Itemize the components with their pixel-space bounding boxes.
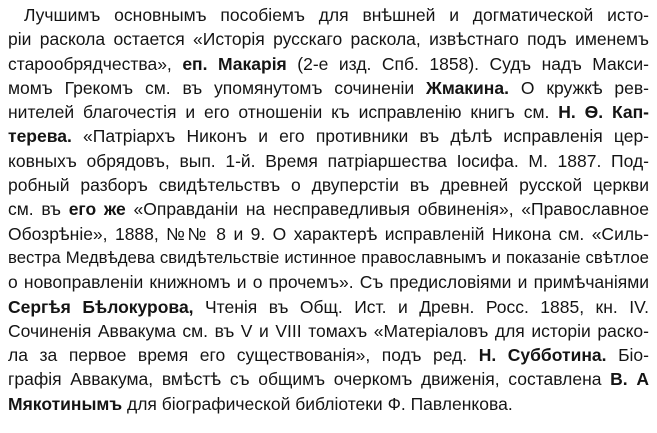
text-run: старообрядчества», xyxy=(8,53,183,74)
bold-reference-text: В. А xyxy=(610,369,649,390)
text-line xyxy=(8,52,649,76)
text-run: О кружкѣ рев- xyxy=(508,77,649,98)
text-run: нителей благочестія и его отношеніи къ исправленію книгъ см. xyxy=(8,102,559,123)
text-run: ковныхъ обрядовъ, вып. 1-й. Время патріаршества Іосифа. М. 1887. Под- xyxy=(8,150,649,171)
text-line xyxy=(8,295,649,319)
text-run: о новоправленіи книжномъ и о прочемъ». Съ предисловіями и примѣчаніями xyxy=(8,272,649,293)
text-line xyxy=(8,173,649,197)
text-line xyxy=(8,197,649,221)
text-line xyxy=(8,392,649,416)
text-run: Сочиненія Аввакума см. въ V и VIII томахъ «Матеріаловъ для исторіи раско- xyxy=(8,320,649,341)
bold-reference-text: Сергѣя Бѣлокурова, xyxy=(8,296,194,317)
text-line xyxy=(8,76,649,100)
text-run: робный разборъ свидѣтельствъ о двуперстіи въ древней русской церкви xyxy=(8,175,649,196)
text-run: см. въ xyxy=(8,199,69,220)
text-run: Лучшимъ основнымъ пособіемъ для внѣшней и догматической исто- xyxy=(24,5,649,25)
text-line xyxy=(8,367,649,391)
bold-reference-text: Н. Ѳ. Кап- xyxy=(558,102,649,123)
text-run: (2-е изд. Спб. 1858). Судъ надъ Макси- xyxy=(286,53,649,74)
bold-reference-text: Жмакина. xyxy=(426,77,509,98)
bold-reference-text: Мякотинымъ xyxy=(8,393,123,414)
text-line xyxy=(8,3,649,27)
text-run: для біографической библіотеки Ф. Павленкова. xyxy=(122,393,513,414)
text-run: «Оправданіи на несправедливыя обвиненія», «Православное xyxy=(125,199,649,220)
text-run: Біо- xyxy=(606,345,649,366)
bold-reference-text: терева. xyxy=(8,126,72,147)
text-run: вестра Медвѣдева свидѣтельствіе истинное православнымъ и показаніе свѣтлое xyxy=(8,247,649,267)
text-run: «Патріархъ Никонъ и его противники въ дѣлѣ исправленія цер- xyxy=(71,126,649,147)
bibliography-paragraph xyxy=(8,3,649,416)
text-run: ла за первое время его существованія», подъ ред. xyxy=(8,345,479,366)
text-line xyxy=(8,270,649,294)
text-line xyxy=(8,124,649,148)
text-line xyxy=(8,343,649,367)
text-run: момъ Грекомъ см. въ упомянутомъ сочиненіи xyxy=(8,77,427,98)
text-line xyxy=(8,319,649,343)
text-run: графія Аввакума, вмѣстѣ съ общимъ очеркомъ движенія, составлена xyxy=(8,369,611,390)
bold-reference-text: его же xyxy=(68,199,126,220)
text-line xyxy=(8,27,649,51)
bold-reference-text: еп. Макарія xyxy=(182,53,287,74)
text-line xyxy=(8,222,649,246)
text-line xyxy=(8,246,649,270)
text-run: Чтенія въ Общ. Ист. и Древн. Росс. 1885, кн. IV. xyxy=(193,296,649,317)
text-run: Обозрѣніе», 1888, №№ 8 и 9. О характерѣ исправленій Никона см. «Силь- xyxy=(8,223,649,244)
bold-reference-text: Н. Субботина. xyxy=(478,345,607,366)
text-line xyxy=(8,100,649,124)
text-run: ріи раскола остается «Исторія русскаго раскола, извѣстнаго подъ именемъ xyxy=(8,29,649,50)
text-line xyxy=(8,149,649,173)
